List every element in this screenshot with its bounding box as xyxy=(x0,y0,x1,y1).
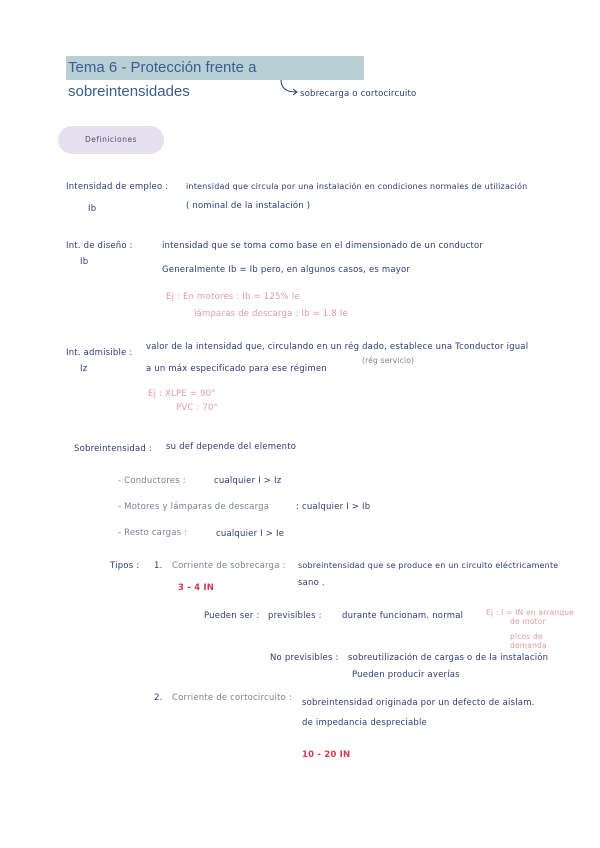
tipo-1-definition-2: sano . xyxy=(298,578,325,588)
no-previsibles-definition: sobreutilización de cargas o de la instalación xyxy=(348,653,549,663)
ib-definition: intensidad que circula por una instalación en condiciones normales de utilización xyxy=(186,182,528,191)
bullet-conductores: - Conductores : xyxy=(118,476,186,486)
bullet-motores-value: : cualquier I > Ib xyxy=(296,502,371,512)
tipo-1-term: Corriente de sobrecarga : xyxy=(172,561,286,571)
tipo-2-term: Corriente de cortocircuito : xyxy=(172,693,292,703)
iz-example-2: PVC : 70° xyxy=(176,403,219,413)
tipo-2-magnitude: 10 - 20 IN xyxy=(302,750,351,760)
tipos-label: Tipos : xyxy=(110,561,140,571)
tipo-2-definition: sobreintensidad originada por un defecto de aislam. xyxy=(302,698,535,708)
sob-definition: su def depende del elemento xyxy=(166,442,297,452)
bullet-resto-value: cualquier I > Ie xyxy=(216,529,285,539)
in-definition-2: Generalmente Ib = Ib pero, en algunos casos, es mayor xyxy=(162,265,411,275)
iz-symbol: Iz xyxy=(80,364,88,374)
in-definition: intensidad que se toma como base en el dimensionado de un conductor xyxy=(162,241,484,251)
bullet-resto: - Resto cargas : xyxy=(118,528,188,538)
previsibles-example: Ej : I = IN en arranque xyxy=(486,608,575,617)
tipo-1-definition: sobreintensidad que se produce en un circuito eléctricamente xyxy=(298,561,559,570)
tipo-2-definition-2: de impedancia despreciable xyxy=(302,718,427,728)
ib-definition-2: ( nominal de la instalación ) xyxy=(186,201,311,211)
no-previsibles-definition-2: Pueden producir averías xyxy=(352,670,460,680)
sob-term: Sobreintensidad : xyxy=(74,444,152,454)
tipo-2-number: 2. xyxy=(154,693,163,703)
ib-term: Intensidad de empleo : xyxy=(66,182,169,192)
bullet-motores: - Motores y lámparas de descarga xyxy=(118,502,270,512)
previsibles-definition: durante funcionam. normal xyxy=(342,611,464,621)
ib-symbol: Ib xyxy=(88,204,97,214)
no-previsibles: No previsibles : xyxy=(270,653,339,663)
arrow-icon xyxy=(278,78,302,100)
iz-term: Int. admisible : xyxy=(66,348,133,358)
iz-definition: valor de la intensidad que, circulando en un rég dado, establece una Tconductor igual xyxy=(146,342,529,352)
previsibles: previsibles : xyxy=(268,611,322,621)
in-example-1: Ej : En motores : Ib = 125% Ie xyxy=(166,292,300,302)
subtitle: sobrecarga o cortocircuito xyxy=(300,89,417,99)
tipo-1-magnitude: 3 - 4 IN xyxy=(178,583,215,593)
bullet-conductores-value: cualquier I > Iz xyxy=(214,476,282,486)
in-term: Int. de diseño : xyxy=(66,241,133,251)
previsibles-example-3: picos de xyxy=(510,632,543,641)
previsibles-example-4: demanda xyxy=(510,641,547,650)
in-symbol: Ib xyxy=(80,257,89,267)
iz-definition-2: a un máx especificado para ese régimen xyxy=(146,364,327,374)
pueden-ser: Pueden ser : xyxy=(204,611,260,621)
page-title: Tema 6 - Protección frente a sobreintensidades xyxy=(66,56,364,80)
previsibles-example-2: de motor xyxy=(510,617,546,626)
section-pill: Definiciones xyxy=(58,126,164,154)
in-example-2: lámparas de descarga : Ib = 1.8 Ie xyxy=(194,309,348,319)
iz-note: (rég servicio) xyxy=(362,356,415,365)
iz-example-1: Ej : XLPE = 90° xyxy=(148,389,216,399)
tipo-1-number: 1. xyxy=(154,561,163,571)
